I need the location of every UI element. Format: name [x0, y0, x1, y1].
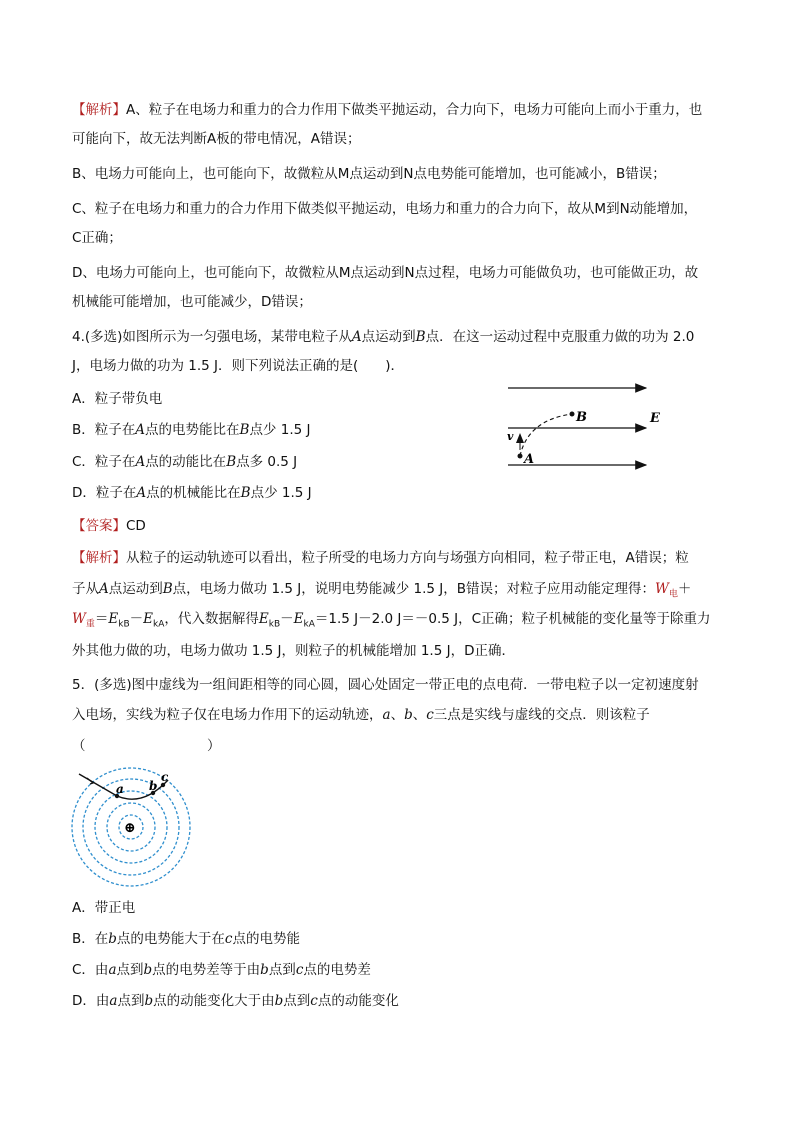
q4-option-d: D．粒子在A点的机械能比在B点少 1.5 J	[72, 485, 312, 501]
label-a: a	[116, 782, 124, 796]
q4-analysis-line-3: $W_重=E_{kB}-E_{kA}$，代入数据解得$E_{kB}-E_{kA}=1.5$ J－2.0 J＝－0.5 J，C正确；粒子机械能的变化量等于除重力	[72, 611, 711, 630]
label-c: c	[161, 770, 169, 784]
q4-stem-line-2: J，电场力做的功为 1.5 J．则下列说法正确的是( )．	[72, 358, 405, 374]
q5-answer-blank: （ ）	[72, 738, 221, 754]
label-a: A	[524, 452, 535, 467]
analysis-line-5: C正确；	[72, 230, 122, 246]
label-b: b	[149, 779, 158, 793]
point-b-dot	[570, 412, 575, 417]
q4-answer: 【答案】CD	[72, 518, 146, 534]
q4-option-b: B．粒子在A点的电势能比在B点少 1.5 J	[72, 422, 311, 438]
trajectory-path	[520, 414, 572, 456]
label-v: v	[507, 430, 514, 443]
q4-analysis-line-4: 外其他力做的功，电场力做功 1.5 J，则粒子的机械能增加 1.5 J，D正确．	[72, 643, 515, 659]
q4-analysis-line-1: 【解析】从粒子的运动轨迹可以看出，粒子所受的电场力方向与场强方向相同，粒子带正电，A错误；粒	[72, 550, 689, 566]
q5-stem-line-2: 入电场，实线为粒子仅在电场力作用下的运动轨迹，a、b、c三点是实线与虚线的交点．则该粒子	[72, 707, 650, 723]
q5-concentric-figure	[65, 765, 205, 890]
q4-option-c: C．粒子在A点的动能比在B点多 0.5 J	[72, 454, 298, 470]
q5-option-a: A．带正电	[72, 900, 136, 916]
point-a-dot	[518, 454, 523, 459]
q4-stem-line-1: 4.(多选)如图所示为一匀强电场，某带电粒子从A点运动到B点．在这一运动过程中克服重力做的功为 2.0	[72, 329, 695, 345]
positive-charge-icon: ⊕	[124, 820, 136, 836]
q5-option-d: D．由a点到b点的动能变化大于由b点到c点的动能变化	[72, 993, 399, 1009]
analysis-line-2: 可能向下，故无法判断A板的带电情况，A错误；	[72, 131, 361, 147]
label-e: E	[650, 411, 660, 426]
q5-option-c: C．由a点到b点的电势差等于由b点到c点的电势差	[72, 962, 371, 978]
analysis-line-7: 机械能可能增加，也可能减少，D错误；	[72, 294, 312, 310]
q4-analysis-line-2: 子从A点运动到B点，电场力做功 1.5 J，说明电势能减少 1.5 J，B错误；对粒子应用动能定理得：$W_电+$	[72, 581, 692, 600]
q5-option-b: B．在b点的电势能大于在c点的电势能	[72, 931, 300, 947]
q5-stem-line-1: 5．(多选)图中虚线为一组间距相等的同心圆，圆心处固定一带正电的点电荷．一带电粒子以一定初速度射	[72, 677, 699, 693]
analysis-line-3: B、电场力可能向上，也可能向下，故微粒从M点运动到N点电势能可能增加，也可能减小，B错误；	[72, 166, 666, 182]
q4-option-a: A．粒子带负电	[72, 391, 163, 407]
q4-field-figure	[500, 378, 670, 478]
analysis-line-1	[72, 100, 702, 120]
analysis-label: 【解析】	[72, 102, 126, 118]
label-b: B	[576, 410, 587, 425]
analysis-text: A、粒子在电场力和重力的合力作用下做类平抛运动，合力向下，电场力可能向上而小于重力，也	[126, 102, 703, 118]
analysis-line-6: D、电场力可能向上，也可能向下，故微粒从M点运动到N点过程，电场力可能做负功，也可能做正功，故	[72, 265, 699, 281]
analysis-line-4: C、粒子在电场力和重力的合力作用下做类似平抛运动，电场力和重力的合力向下，故从M到N动能增加，	[72, 201, 698, 217]
